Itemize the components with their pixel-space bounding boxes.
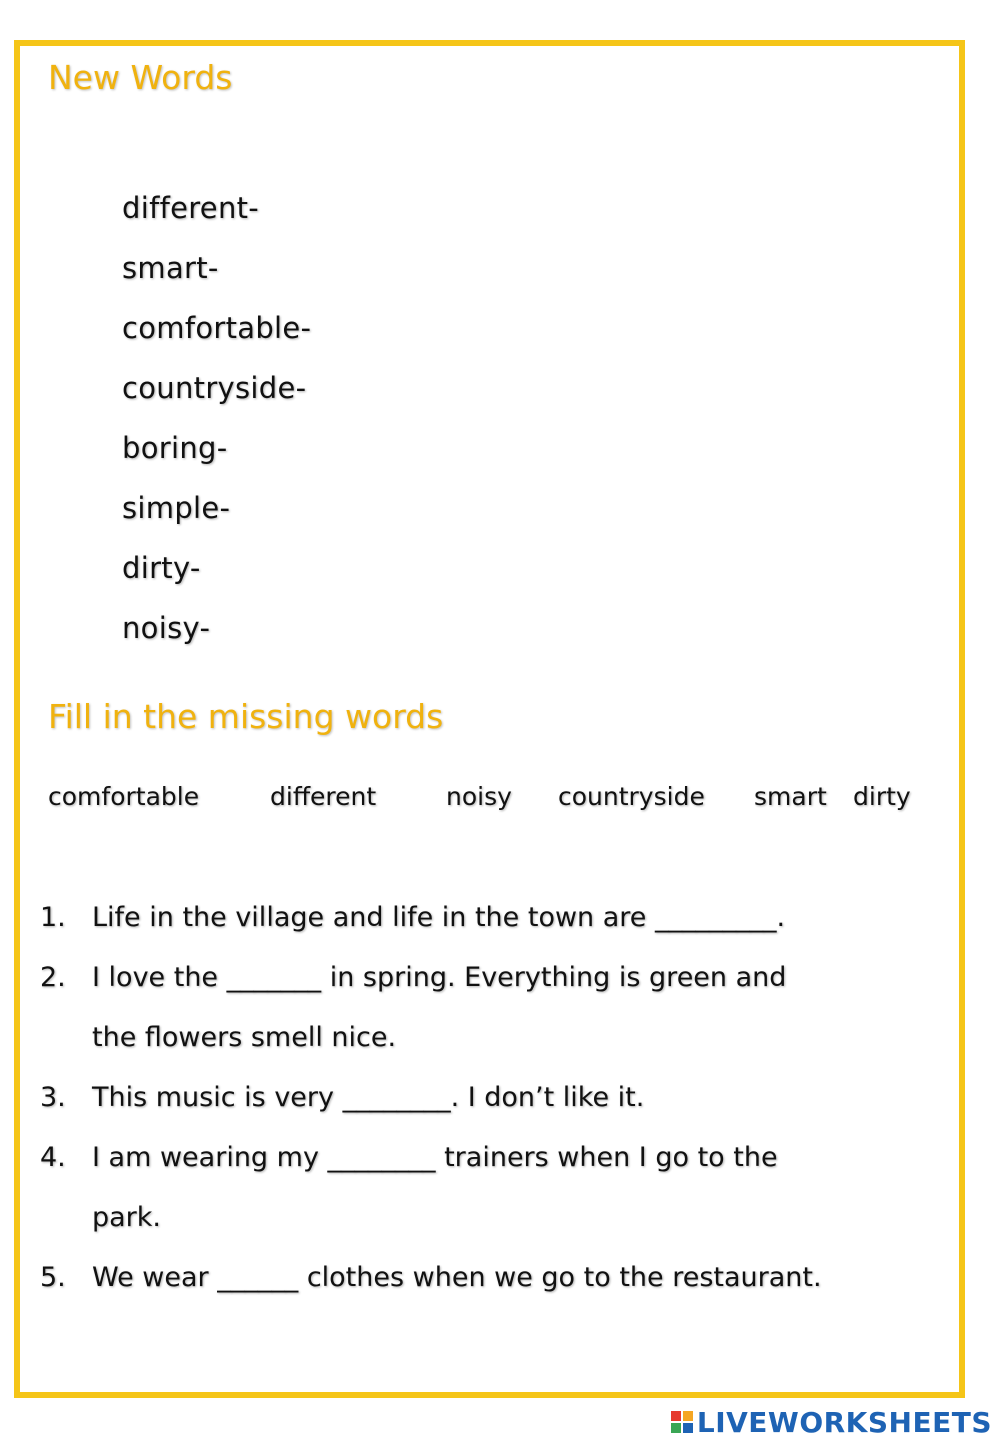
question-text: I am wearing my ________ trainers when I go to the <box>92 1142 778 1173</box>
vocab-item: different- <box>122 191 260 225</box>
vocab-item: smart- <box>122 251 219 285</box>
vocabulary-list <box>122 186 311 666</box>
word-bank-item: dirty <box>853 782 911 811</box>
question-item <box>40 1248 972 1308</box>
word-bank-item: different <box>270 782 377 811</box>
question-text-continued: the flowers smell nice. <box>92 1022 397 1053</box>
vocab-item: dirty- <box>122 551 201 585</box>
question-item <box>40 1068 972 1128</box>
vocab-item: simple- <box>122 491 231 525</box>
vocab-item: countryside- <box>122 371 307 405</box>
question-item <box>40 948 972 1068</box>
word-bank-item: countryside <box>558 782 705 811</box>
question-text: This music is very ________. I don’t like it. <box>92 1082 645 1113</box>
question-item <box>40 888 972 948</box>
question-number: 2. <box>40 962 66 993</box>
question-item <box>40 1128 972 1248</box>
word-bank-item: comfortable <box>48 782 200 811</box>
vocab-item: noisy- <box>122 611 211 645</box>
logo-text: LIVEWORKSHEETS <box>696 1405 992 1439</box>
question-number: 1. <box>40 902 66 933</box>
question-number: 5. <box>40 1262 66 1293</box>
word-bank-item: noisy <box>446 782 512 811</box>
vocab-item: comfortable- <box>122 311 312 345</box>
liveworksheets-logo <box>671 1405 992 1439</box>
new-words-title: New Words <box>48 58 233 97</box>
vocab-item: boring- <box>122 431 228 465</box>
question-number: 4. <box>40 1142 66 1173</box>
question-number: 3. <box>40 1082 66 1113</box>
question-list <box>40 888 972 1308</box>
question-text-continued: park. <box>92 1202 162 1233</box>
word-bank-item: smart <box>754 782 827 811</box>
fill-in-title: Fill in the missing words <box>48 697 444 736</box>
logo-blocks-icon <box>671 1411 693 1433</box>
question-text: We wear ______ clothes when we go to the restaurant. <box>92 1262 822 1293</box>
question-text: Life in the village and life in the town are _________. <box>92 902 786 933</box>
question-text: I love the _______ in spring. Everything is green and <box>92 962 787 993</box>
